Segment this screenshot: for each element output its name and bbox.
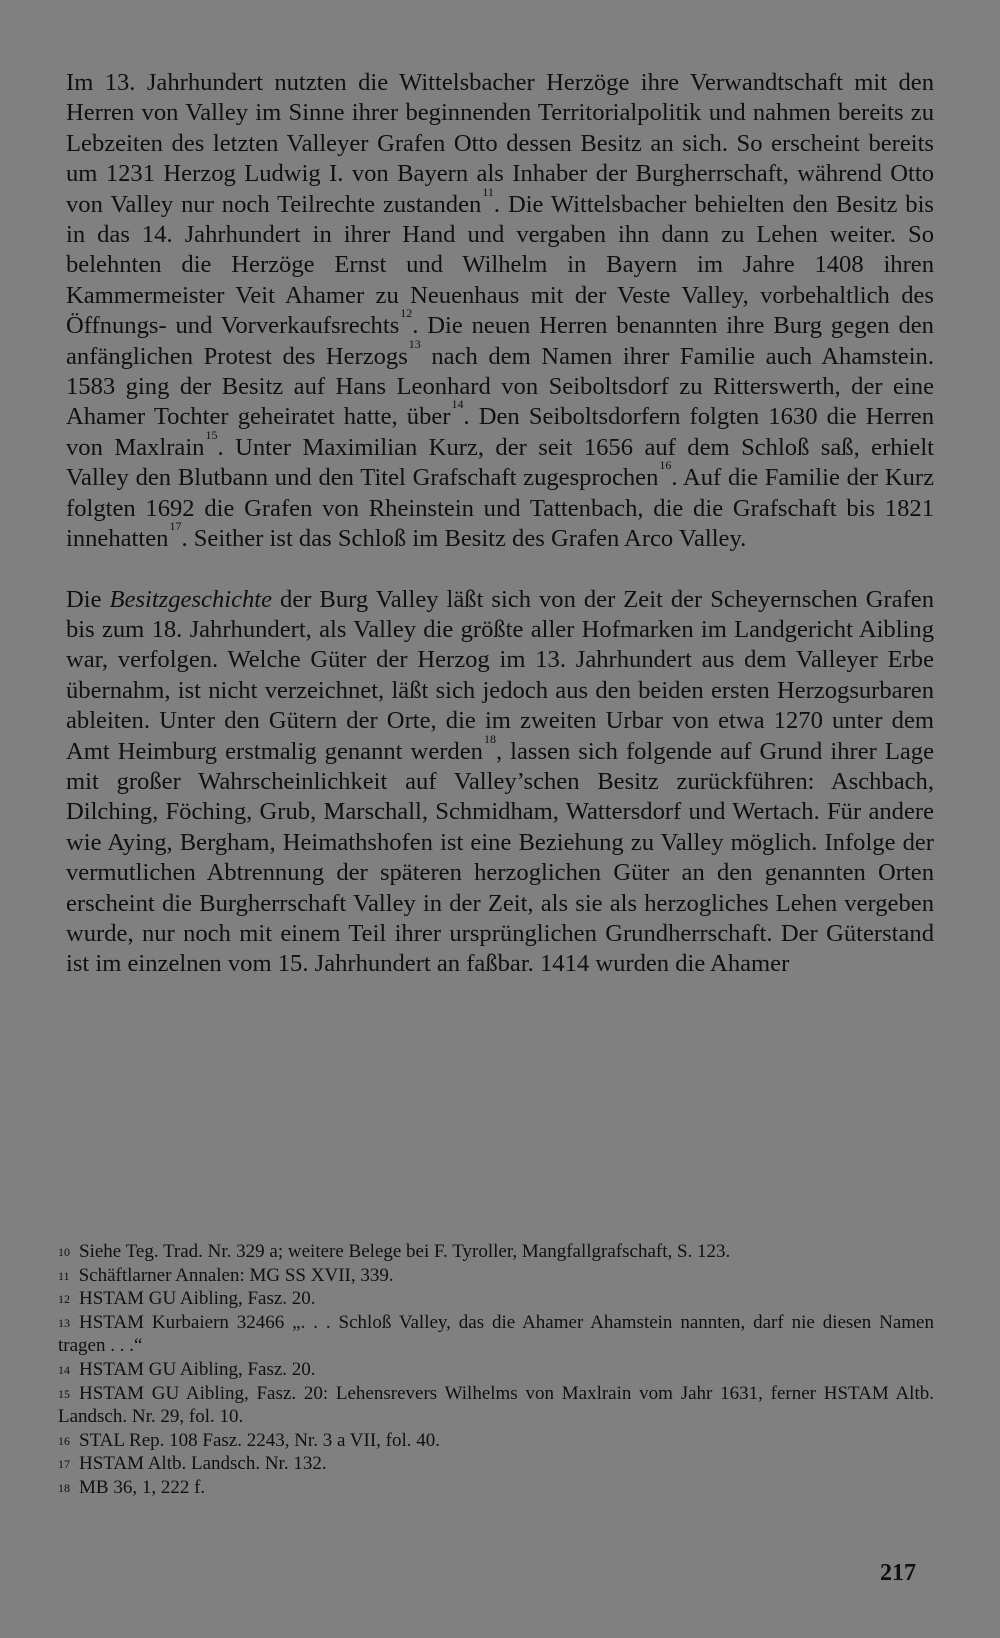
footnote-10 bbox=[58, 1240, 934, 1264]
footnote-ref-15: 15 bbox=[205, 427, 218, 442]
footnote-number: 15 bbox=[58, 1386, 70, 1401]
footnote-number: 18 bbox=[58, 1480, 70, 1495]
text-run: . Die Wittelsbacher behielten den Besitz bis in das 14. Jahrhundert in ihrer Hand und vergaben ihn dann zu Lehen weiter. So belehnten die Herzöge Ernst und Wilhelm in Bayern im Jahre 1408 ihren Kammermeister Veit Ahamer zu Neuenhaus mit der Veste Valley, vorbehaltlich des Öffnungs- und Vorverkaufsrechts bbox=[66, 190, 934, 340]
footnote-text: HSTAM GU Aibling, Fasz. 20. bbox=[79, 1358, 316, 1380]
footnote-text: MB 36, 1, 222 f. bbox=[79, 1476, 206, 1498]
footnote-number: 11 bbox=[58, 1268, 70, 1283]
footnote-18 bbox=[58, 1476, 934, 1500]
footnote-number: 14 bbox=[58, 1362, 70, 1377]
footnote-number: 13 bbox=[58, 1315, 70, 1330]
footnote-16 bbox=[58, 1429, 934, 1453]
footnote-17 bbox=[58, 1452, 934, 1476]
text-run: , lassen sich folgende auf Grund ihrer Lage mit großer Wahrscheinlichkeit auf Valley’schen Besitz zurückführen: Aschbach, Dilching, Föching, Grub, Marschall, Schmidham, Wattersdorf und Wertach. Für andere wie Aying, Bergham, Heimathshofen ist eine Beziehung zu Valley möglich. Infolge der vermutlichen Abtrennung der späteren herzoglichen Güter an den genannten Orten erscheint die Burgherrschaft Valley in der Zeit, als sie als herzogliches Lehen vergeben wurde, nur noch mit einem Teil ihrer ursprünglichen Grundherrschaft. Der Güterstand ist im einzelnen vom 15. Jahrhundert an faßbar. 1414 wurden die Ahamer bbox=[66, 737, 934, 978]
text-run: . Den Seiboltsdorfern folgten 1630 die Herren von Maxlrain bbox=[66, 403, 935, 461]
text-run: nach dem Namen ihrer Familie auch Ahamstein. 1583 ging der Besitz auf Hans Leonhard von Seiboltsdorf zu Ritterswerth, der eine Ahamer Tochter geheiratet hatte, über bbox=[66, 342, 934, 431]
text-run: . Unter Maximilian Kurz, der seit 1656 auf dem Schloß saß, erhielt Valley den Blutbann und den Titel Grafschaft zugesprochen bbox=[66, 433, 934, 492]
footnote-ref-14: 14 bbox=[451, 397, 464, 412]
paragraph-2 bbox=[66, 585, 934, 980]
footnote-number: 17 bbox=[58, 1457, 70, 1472]
paragraph-1 bbox=[66, 68, 934, 555]
footnote-text: HSTAM Altb. Landsch. Nr. 132. bbox=[79, 1453, 327, 1475]
footnote-ref-17: 17 bbox=[169, 519, 182, 534]
footnote-12 bbox=[58, 1287, 934, 1311]
footnote-text: HSTAM Kurbaiern 32466 „. . . Schloß Valley, das die Ahamer Ahamstein nannten, darf nie diesen Namen tragen . . .“ bbox=[58, 1311, 934, 1357]
main-text bbox=[66, 68, 934, 980]
footnote-text: HSTAM GU Aibling, Fasz. 20: Lehensrevers Wilhelms von Maxlrain vom Jahr 1631, ferner HSTAM Altb. Landsch. Nr. 29, fol. 10. bbox=[58, 1382, 934, 1428]
footnote-text: Siehe Teg. Trad. Nr. 329 a; weitere Belege bei F. Tyroller, Mangfallgrafschaft, S. 123. bbox=[79, 1241, 731, 1262]
footnote-11 bbox=[58, 1264, 934, 1288]
text-run: Die bbox=[66, 585, 110, 613]
emphasis-text: Besitzgeschichte bbox=[109, 585, 273, 613]
footnote-number: 12 bbox=[58, 1292, 70, 1307]
footnote-text: Schäftlarner Annalen: MG SS XVII, 339. bbox=[78, 1264, 394, 1286]
footnote-number: 16 bbox=[58, 1433, 70, 1448]
footnotes bbox=[58, 1240, 934, 1500]
text-run: Im 13. Jahrhundert nutzten die Wittelsbacher Herzöge ihre Verwandtschaft mit den Herren von Valley im Sinne ihrer beginnenden Territorialpolitik und nahmen bereits zu Lebzeiten des letzten Valleyer Grafen Otto dessen Besitz an sich. So erscheint bereits um 1231 Herzog Ludwig I. von Bayern als Inhaber der Burgherrschaft, während Otto von Valley nur noch Teilrechte zustanden bbox=[66, 69, 934, 218]
text-run: . Die neuen Herren benannten ihre Burg gegen den anfänglichen Protest des Herzogs bbox=[66, 312, 934, 370]
footnote-ref-18: 18 bbox=[483, 731, 496, 746]
footnote-ref-16: 16 bbox=[659, 458, 672, 473]
footnote-13 bbox=[58, 1311, 934, 1358]
footnote-number: 10 bbox=[58, 1245, 70, 1259]
text-run: . Seither ist das Schloß im Besitz des Grafen Arco Valley. bbox=[181, 525, 747, 553]
footnote-14 bbox=[58, 1358, 934, 1382]
text-run: . Auf die Familie der Kurz folgten 1692 die Grafen von Rheinstein und Tattenbach, die die Grafschaft bis 1821 innehatten bbox=[66, 464, 934, 553]
footnote-text: HSTAM GU Aibling, Fasz. 20. bbox=[79, 1288, 316, 1310]
footnote-text: STAL Rep. 108 Fasz. 2243, Nr. 3 a VII, fol. 40. bbox=[79, 1429, 441, 1451]
text-run: der Burg Valley läßt sich von der Zeit der Scheyernschen Grafen bis zum 18. Jahrhundert, als Valley die größte aller Hofmarken im Landgericht Aibling war, verfolgen. Welche Güter der Herzog im 13. Jahrhundert aus dem Valleyer Erbe übernahm, ist nicht verzeichnet, läßt sich jedoch aus den beiden ersten Herzogsurbaren ableiten. Unter den Gütern der Orte, die im zweiten Urbar von etwa 1270 unter dem Amt Heimburg erstmalig genannt werden bbox=[66, 585, 934, 765]
page-number: 217 bbox=[880, 1560, 916, 1586]
footnote-ref-12: 12 bbox=[400, 306, 413, 321]
footnote-ref-13: 13 bbox=[408, 336, 421, 351]
footnote-15 bbox=[58, 1382, 934, 1429]
footnote-ref-11: 11 bbox=[482, 184, 494, 199]
